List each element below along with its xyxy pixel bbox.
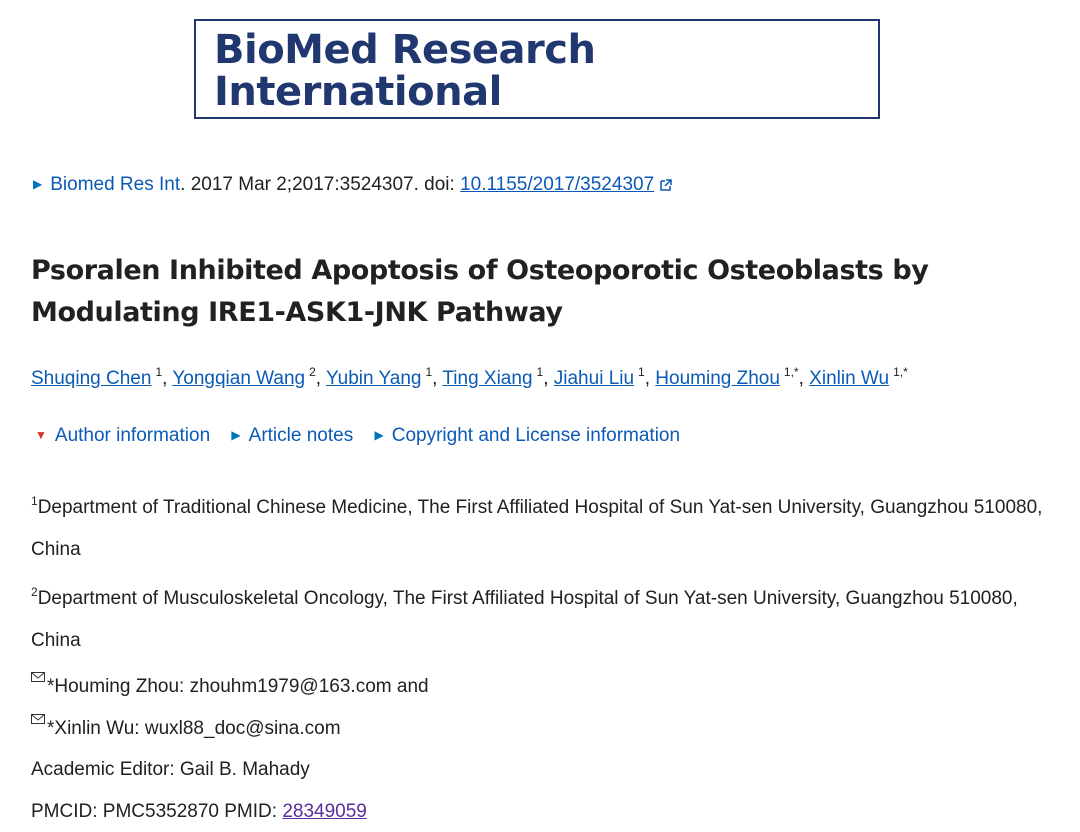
article-ids: [31, 791, 429, 832]
author-link[interactable]: Yubin Yang: [326, 368, 422, 389]
author-affiliation: 1: [155, 365, 163, 379]
affiliation-number: 1: [31, 494, 38, 508]
expand-right-icon[interactable]: ▶: [33, 177, 43, 191]
expand-right-icon: ▶: [374, 428, 384, 442]
contact-block: [31, 666, 429, 832]
article-title: Psoralen Inhibited Apoptosis of Osteoporotic Osteoblasts by Modulating IRE1-ASK1-JNK Pathway: [31, 255, 929, 328]
author-affiliation: 1,*: [893, 365, 908, 379]
author-link[interactable]: Yongqian Wang: [172, 368, 306, 389]
author-link[interactable]: Xinlin Wu: [809, 368, 890, 389]
journal-logo: [214, 29, 595, 113]
author-affiliation: 1: [638, 365, 645, 379]
author-info-toggle[interactable]: [35, 425, 210, 446]
contact-item: [31, 666, 429, 708]
author-link[interactable]: Houming Zhou: [655, 368, 780, 389]
author-link[interactable]: Ting Xiang: [442, 368, 533, 389]
citation-details: . 2017 Mar 2;2017:3524307. doi:: [180, 174, 461, 195]
citation-line: [33, 172, 672, 199]
journal-banner[interactable]: [194, 19, 880, 119]
mail-icon: [31, 672, 45, 682]
article-toggles: [35, 422, 696, 451]
affiliation-item: [31, 571, 1051, 662]
affiliation-text: Department of Musculoskeletal Oncology, The First Affiliated Hospital of Sun Yat-sen University, Guangzhou 510080, China: [31, 588, 1018, 651]
author-affiliation: 2: [309, 365, 316, 379]
affiliation-list: [31, 480, 1051, 662]
author-affiliation: 1: [536, 365, 544, 379]
author-info-label: Author information: [54, 425, 211, 446]
journal-logo-line2: International: [214, 69, 502, 115]
article-notes-label: Article notes: [248, 425, 354, 446]
pmcid-text: PMCID: PMC5352870 PMID:: [31, 800, 283, 822]
article-notes-toggle[interactable]: [231, 425, 353, 446]
contact-text: *Xinlin Wu: wuxl88_doc@sina.com: [47, 717, 341, 739]
journal-logo-line1: BioMed Research: [214, 27, 596, 73]
academic-editor: Academic Editor: Gail B. Mahady: [31, 759, 310, 780]
author-link[interactable]: Jiahui Liu: [553, 368, 635, 389]
contact-item: [31, 708, 429, 750]
author-affiliation: 1,*: [783, 365, 799, 379]
mail-icon: [31, 714, 45, 724]
copyright-label: Copyright and License information: [391, 425, 681, 446]
external-link-icon[interactable]: [660, 179, 672, 191]
copyright-toggle[interactable]: [374, 425, 680, 446]
author-affiliation: 1: [425, 365, 433, 379]
contact-text: *Houming Zhou: zhouhm1979@163.com and: [47, 676, 429, 697]
affiliation-text: Department of Traditional Chinese Medicine, The First Affiliated Hospital of Sun Yat-sen University, Guangzhou 510080, China: [31, 497, 1043, 560]
author-list: Shuqing Chen $^1$, Yongqian Wang $^2$, Yubin Yang $^1$, Ting Xiang $^1$, Jiahui Liu $^1$, Houming Zhou $^{1,*}$, Xinlin Wu $^{1,*}$: [31, 365, 908, 389]
affiliation-item: [31, 480, 1051, 571]
author-link[interactable]: Shuqing Chen: [31, 368, 152, 389]
doi-link[interactable]: 10.1155/2017/3524307: [460, 174, 655, 195]
collapse-down-icon: ▼: [35, 428, 47, 442]
affiliation-number: 2: [31, 585, 38, 599]
journal-link[interactable]: Biomed Res Int: [50, 174, 181, 195]
pmid-link[interactable]: 28349059: [282, 800, 367, 822]
expand-right-icon: ▶: [231, 428, 241, 442]
